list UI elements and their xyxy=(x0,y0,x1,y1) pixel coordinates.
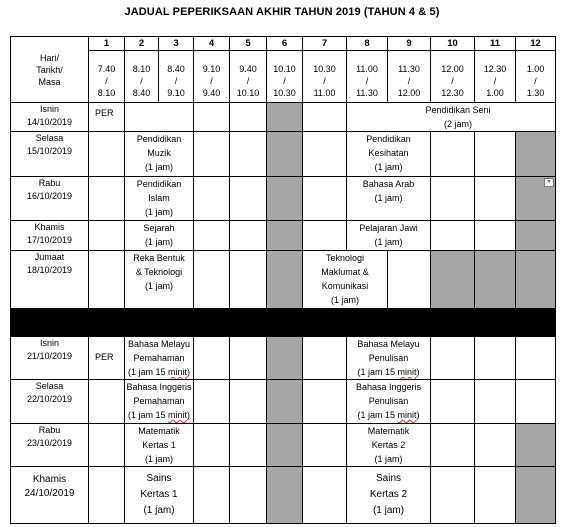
empty-slot xyxy=(475,132,516,177)
day-row xyxy=(11,221,556,251)
period-number: 1 xyxy=(89,37,125,51)
empty-slot xyxy=(194,380,230,424)
per-cell: PER xyxy=(89,337,125,380)
period-number: 11 xyxy=(475,37,516,51)
empty-slot xyxy=(89,251,125,309)
break-cell xyxy=(267,337,303,380)
break-cell xyxy=(516,177,556,221)
break-cell xyxy=(516,251,556,309)
empty-slot xyxy=(303,467,347,524)
empty-slot xyxy=(89,221,125,251)
day-row xyxy=(11,380,556,424)
exam-subject-cell: Bahasa Arab (1 jam) xyxy=(347,177,431,221)
empty-slot xyxy=(89,380,125,424)
empty-slot xyxy=(89,424,125,467)
day-date-cell: Selasa 22/10/2019 xyxy=(11,380,89,424)
empty-slot xyxy=(431,177,475,221)
empty-slot xyxy=(194,177,230,221)
period-time: 11.00 / 11.30 xyxy=(347,51,388,103)
empty-slot xyxy=(194,251,230,309)
day-row xyxy=(11,424,556,467)
header-time-row xyxy=(11,51,556,103)
period-time: 9.40 / 10.10 xyxy=(230,51,267,103)
day-date-cell: Rabu 16/10/2019 xyxy=(11,177,89,221)
empty-slot xyxy=(194,467,230,524)
exam-subject-cell: Bahasa Inggeris Penulisan (1 jam 15 minit) xyxy=(347,380,431,424)
day-row xyxy=(11,132,556,177)
empty-slot xyxy=(194,337,230,380)
period-time: 8.40 / 9.10 xyxy=(159,51,194,103)
empty-slot xyxy=(194,103,230,132)
empty-slot xyxy=(516,337,556,380)
empty-slot xyxy=(89,177,125,221)
empty-slot xyxy=(303,177,347,221)
day-row xyxy=(11,103,556,132)
empty-slot xyxy=(303,380,347,424)
day-date-cell: Jumaat 18/10/2019 xyxy=(11,251,89,309)
empty-slot xyxy=(431,221,475,251)
day-row xyxy=(11,177,556,221)
day-row xyxy=(11,337,556,380)
empty-slot xyxy=(89,132,125,177)
period-number: 10 xyxy=(431,37,475,51)
empty-slot xyxy=(431,337,475,380)
per-cell: PER xyxy=(89,103,125,132)
empty-slot xyxy=(303,424,347,467)
period-time: 11.30 / 12.00 xyxy=(388,51,431,103)
period-number: 3 xyxy=(159,37,194,51)
dropdown-handle-icon[interactable]: ▾ xyxy=(544,178,554,187)
empty-slot xyxy=(303,337,347,380)
period-time: 10.30 / 11.00 xyxy=(303,51,347,103)
exam-subject-cell: Bahasa Melayu Penulisan (1 jam 15 minit) xyxy=(347,337,431,380)
empty-slot xyxy=(475,221,516,251)
period-time: 12.30 / 1.00 xyxy=(475,51,516,103)
empty-slot xyxy=(516,380,556,424)
empty-slot xyxy=(230,221,267,251)
empty-slot xyxy=(475,467,516,524)
period-time: 12.00 / 12.30 xyxy=(431,51,475,103)
period-time: 8.10 / 8.40 xyxy=(125,51,159,103)
empty-slot xyxy=(230,337,267,380)
empty-slot xyxy=(230,251,267,309)
exam-subject-cell: Pendidikan Seni (2 jam) xyxy=(347,103,556,132)
period-time: 1.00 / 1.30 xyxy=(516,51,556,103)
break-cell xyxy=(516,424,556,467)
empty-slot xyxy=(303,132,347,177)
empty-slot xyxy=(303,221,347,251)
day-date-cell: Selasa 15/10/2019 xyxy=(11,132,89,177)
empty-slot xyxy=(230,380,267,424)
empty-slot xyxy=(431,380,475,424)
break-cell xyxy=(267,221,303,251)
exam-subject-cell: Sains Kertas 1 (1 jam) xyxy=(125,467,194,524)
break-cell xyxy=(431,251,475,309)
day-row xyxy=(11,467,556,524)
empty-slot xyxy=(303,103,347,132)
period-number: 12 xyxy=(516,37,556,51)
exam-subject-cell: Pendidikan Muzik (1 jam) xyxy=(125,132,194,177)
empty-slot xyxy=(230,424,267,467)
header-number-row xyxy=(11,37,556,51)
period-time: 7.40 / 8.10 xyxy=(89,51,125,103)
period-number: 8 xyxy=(347,37,388,51)
empty-slot xyxy=(431,467,475,524)
page-title: JADUAL PEPERIKSAAN AKHIR TAHUN 2019 (TAHUN 4 & 5) xyxy=(124,6,440,18)
break-cell xyxy=(267,467,303,524)
corner-label-tarikh: Tarikh/ xyxy=(36,64,63,75)
week-separator-row xyxy=(11,309,556,337)
exam-subject-cell: Pelajaran Jawi (1 jam) xyxy=(347,221,431,251)
break-cell xyxy=(267,103,303,132)
header-corner-cell xyxy=(11,37,89,103)
empty-slot xyxy=(230,132,267,177)
exam-subject-cell: Reka Bentuk & Teknologi (1 jam) xyxy=(125,251,194,309)
exam-subject-cell: Sains Kertas 2 (1 jam) xyxy=(347,467,431,524)
exam-schedule-table xyxy=(10,36,556,524)
exam-subject-cell: Pendidikan Islam (1 jam) xyxy=(125,177,194,221)
day-row xyxy=(11,251,556,309)
day-date-cell: Isnin 21/10/2019 xyxy=(11,337,89,380)
empty-slot xyxy=(89,467,125,524)
exam-subject-cell: Bahasa Inggeris Pemahaman (1 jam 15 minit) xyxy=(125,380,194,424)
empty-slot xyxy=(194,424,230,467)
empty-slot xyxy=(475,424,516,467)
period-number: 5 xyxy=(230,37,267,51)
break-cell xyxy=(267,424,303,467)
exam-subject-cell: Bahasa Melayu Pemahaman (1 jam 15 minit) xyxy=(125,337,194,380)
empty-slot xyxy=(475,380,516,424)
day-date-cell: Isnin 14/10/2019 xyxy=(11,103,89,132)
period-number: 2 xyxy=(125,37,159,51)
exam-subject-cell: Matematik Kertas 2 (1 jam) xyxy=(347,424,431,467)
empty-slot xyxy=(475,177,516,221)
exam-subject-cell: Sejarah (1 jam) xyxy=(125,221,194,251)
empty-slot xyxy=(230,177,267,221)
empty-slot xyxy=(125,103,194,132)
week-separator xyxy=(11,309,556,337)
empty-slot xyxy=(194,221,230,251)
break-cell xyxy=(267,380,303,424)
empty-slot xyxy=(388,251,431,309)
corner-label-masa: Masa xyxy=(38,76,61,87)
empty-slot xyxy=(230,103,267,132)
empty-slot xyxy=(194,132,230,177)
period-number: 7 xyxy=(303,37,347,51)
empty-slot xyxy=(431,132,475,177)
period-number: 6 xyxy=(267,37,303,51)
exam-subject-cell: Pendidikan Kesihatan (1 jam) xyxy=(347,132,431,177)
period-time: 10.10 / 10.30 xyxy=(267,51,303,103)
break-cell xyxy=(516,221,556,251)
day-date-cell: Khamis 17/10/2019 xyxy=(11,221,89,251)
period-number: 4 xyxy=(194,37,230,51)
day-date-cell: Rabu 23/10/2019 xyxy=(11,424,89,467)
day-date-cell: Khamis 24/10/2019 xyxy=(11,467,89,524)
period-number: 9 xyxy=(388,37,431,51)
exam-subject-cell: Teknologi Maklumat & Komunikasi (1 jam) xyxy=(303,251,388,309)
break-cell xyxy=(516,467,556,524)
exam-subject-cell: Matematik Kertas 1 (1 jam) xyxy=(125,424,194,467)
empty-slot xyxy=(475,337,516,380)
corner-label-hari: Hari/ xyxy=(39,52,59,63)
period-time: 9.10 / 9.40 xyxy=(194,51,230,103)
break-cell xyxy=(267,177,303,221)
break-cell xyxy=(267,132,303,177)
break-cell xyxy=(516,132,556,177)
break-cell xyxy=(475,251,516,309)
break-cell xyxy=(267,251,303,309)
empty-slot xyxy=(230,467,267,524)
empty-slot xyxy=(431,424,475,467)
